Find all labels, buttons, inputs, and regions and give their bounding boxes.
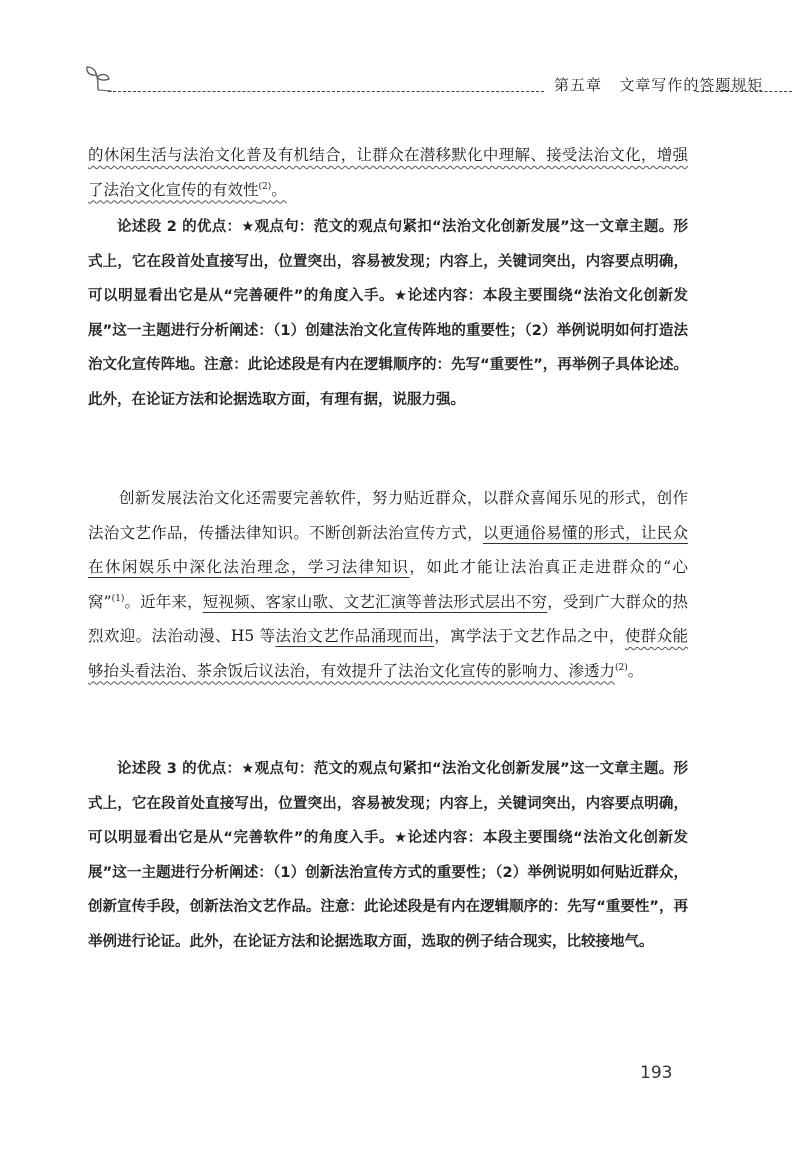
running-header	[84, 64, 784, 98]
p3-underline-g: 法治文艺作品涌现而出	[275, 627, 435, 645]
page-number: 193	[640, 1063, 673, 1083]
citation-ref: (2)	[258, 181, 272, 192]
p3-end: 。	[627, 661, 644, 680]
p1-text: 的休闲生活与法治文化普及有机结合，让群众在潜移默化中理解、接受法治文化，增强了法治文化宣传的有效性	[88, 146, 688, 199]
chapter-name: 文章写作的答题规矩	[619, 76, 764, 94]
header-rule-left	[108, 91, 544, 92]
p3-text-c: ，如此才能让法治真正走进群众的“心窝”	[88, 558, 688, 611]
analysis-paragraph-3: 论述段 3 的优点：★观点句：范文的观点句紧扣“法治文化创新发展”这一文章主题。形式上，它在段首处直接写出，位置突出，容易被发现；内容上，关键词突出，内容要点明确，可以明显看出它是从“完善软件”的角度入手。★论述内容：本段主要围绕“法治文化创新发展”这一主题进行分析阐述：（1）创新法治宣传方式的重要性；（2）举例说明如何贴近群众，创新宣传手段，创新法治文艺作品。注意：此论述段是有内在逻辑顺序的：先写“重要性”，再举例进行论证。此外，在论证方法和论据选取方面，选取的例子结合现实，比较接地气。	[88, 761, 688, 950]
analysis-paragraph-2: 论述段 2 的优点：★观点句：范文的观点句紧扣“法治文化创新发展”这一文章主题。形式上，它在段首处直接写出，位置突出，容易被发现；内容上，关键词突出，内容要点明确，可以明显看出它是从“完善硬件”的角度入手。★论述内容：本段主要围绕“法治文化创新发展”这一主题进行分析阐述：（1）创建法治文化宣传阵地的重要性；（2）举例说明如何打造法治文化宣传阵地。注意：此论述段是有内在逻辑顺序的：先写“重要性”，再举例子具体论述。此外，在论证方法和论据选取方面，有理有据，说服力强。	[88, 219, 688, 408]
sprout-icon	[84, 64, 114, 94]
sample-paragraph-3	[88, 481, 688, 688]
p3-underline-b: 以更通俗易懂的形式，让民众在休闲娱乐中深化法治理念，学习法律知识	[88, 523, 688, 576]
paragraph-continuation	[88, 138, 688, 207]
p3-text-a: 创新发展法治文化还需要完善软件，努力贴近群众，以群众喜闻乐见的形式，创作法治文艺作品，传播法律知识。不断创新法治宣传方式，	[88, 489, 688, 542]
citation-ref: (2)	[615, 662, 628, 673]
p3-text-d: 。近年来，	[124, 592, 203, 611]
p1-end: 。	[271, 180, 287, 199]
p3-underline-e: 短视频、客家山歌、文艺汇演等普法形式层出不穷	[202, 592, 548, 611]
p3-wavy-i: 使群众能够抬头看法治、茶余饭后议法治，有效提升了法治文化宣传的影响力、渗透力	[88, 627, 688, 680]
p3-text-h: ，寓学法于文艺作品之中，	[434, 627, 625, 645]
header-rule-right	[696, 91, 792, 92]
chapter-number: 第五章	[554, 76, 603, 94]
citation-ref: (1)	[111, 593, 125, 604]
p3-text-f: ，受到广大群众的热烈欢迎。法治动漫、H5 等	[88, 592, 688, 645]
